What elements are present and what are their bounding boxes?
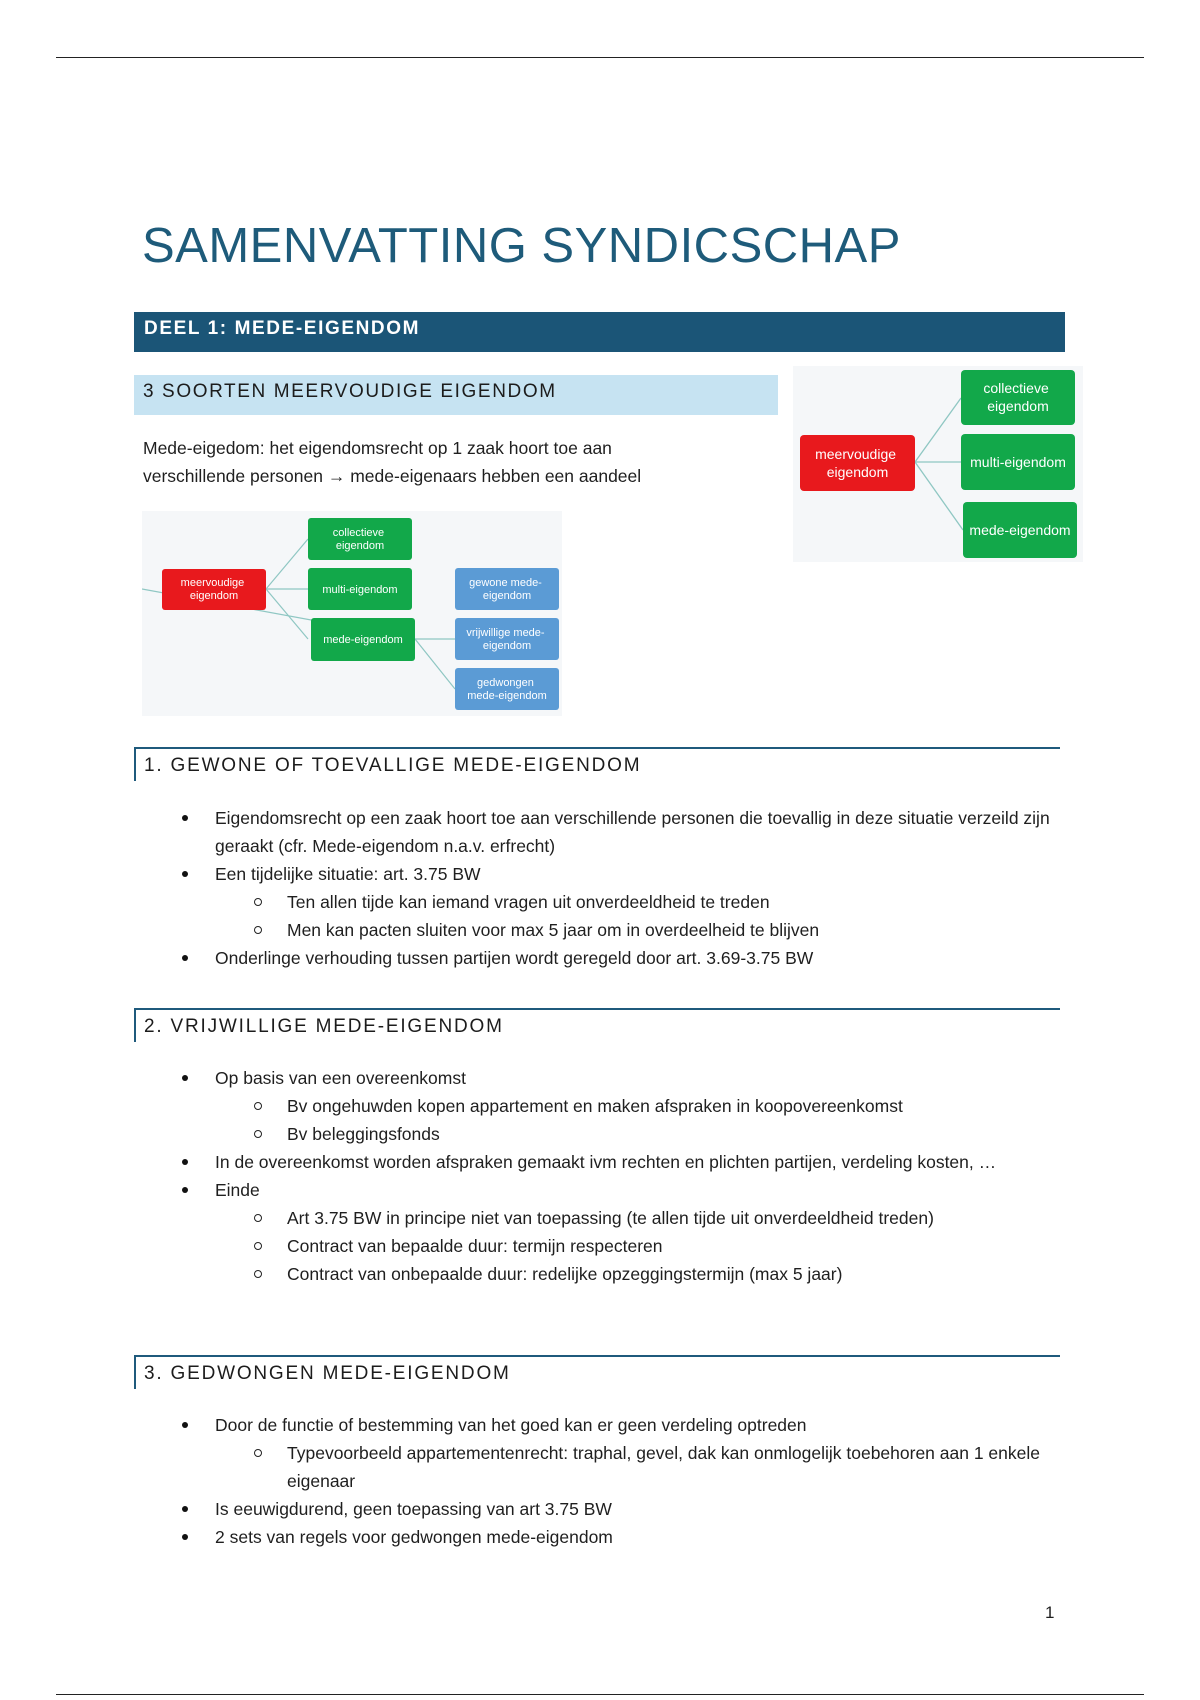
list-item bbox=[171, 1523, 1051, 1551]
diagram-node-text: meervoudige bbox=[180, 577, 245, 589]
sub-list bbox=[215, 1439, 1051, 1495]
list-item-text: Een tijdelijke situatie: art. 3.75 BW bbox=[215, 864, 481, 884]
diagram-node-text: eigendom bbox=[335, 540, 385, 552]
diagram-node-text: collectieve bbox=[332, 527, 385, 539]
svg-text:meervoudige eigendom bbox=[181, 577, 248, 602]
header-rule bbox=[56, 57, 1144, 58]
sub-list bbox=[215, 1092, 1051, 1148]
footer-rule bbox=[56, 1694, 1144, 1695]
list-item-text: Is eeuwigdurend, geen toepassing van art 3.75 BW bbox=[215, 1499, 612, 1519]
sub-list-item: Men kan pacten sluiten voor max 5 jaar om in overdeelheid te blijven bbox=[215, 916, 1051, 944]
diagram-node-text: meervoudige bbox=[815, 446, 897, 462]
diagram-node-gedwongen bbox=[455, 668, 559, 710]
diagram-node-collectieve bbox=[308, 518, 412, 560]
diagram-node-text: multi-eigendom bbox=[322, 584, 398, 596]
types-heading: 3 SOORTEN MEERVOUDIGE EIGENDOM bbox=[134, 375, 778, 415]
sub-list-item: Typevoorbeeld appartementenrecht: traphal, gevel, dak kan onmlogelijk toebehoren aan 1 enkele eigenaar bbox=[215, 1439, 1051, 1495]
list-item bbox=[171, 1064, 1051, 1148]
arrow-right-icon: → bbox=[327, 466, 346, 486]
list-item bbox=[171, 944, 1051, 972]
svg-text:gedwongen mede-eigendom bbox=[467, 677, 547, 702]
diagram-node-text: gewone mede- bbox=[469, 577, 542, 589]
diagram-node-text: mede-eigendom bbox=[467, 690, 547, 702]
bullet-list bbox=[171, 804, 1051, 972]
sub-list bbox=[215, 1204, 1051, 1288]
sub-list-item: Bv ongehuwden kopen appartement en maken afspraken in koopovereenkomst bbox=[215, 1092, 1051, 1120]
list-item bbox=[171, 860, 1051, 944]
section-heading: 2. VRIJWILLIGE MEDE-EIGENDOM bbox=[134, 1008, 1060, 1042]
sub-list bbox=[215, 888, 1051, 944]
svg-text:mede-eigendom bbox=[323, 634, 403, 646]
sub-list-item: Art 3.75 BW in principe niet van toepassing (te allen tijde uit onverdeeldheid treden) bbox=[215, 1204, 1051, 1232]
part-heading: DEEL 1: MEDE-EIGENDOM bbox=[134, 312, 1065, 352]
diagram-node-text: vrijwillige mede- bbox=[466, 627, 545, 639]
sub-list-item: Contract van bepaalde duur: termijn respecteren bbox=[215, 1232, 1051, 1260]
intro-line-1: Mede-eigedom: het eigendomsrecht op 1 zaak hoort toe aan bbox=[143, 438, 612, 458]
diagram-node-text: multi-eigendom bbox=[970, 454, 1066, 470]
list-item-text: 2 sets van regels voor gedwongen mede-eigendom bbox=[215, 1527, 613, 1547]
diagram-node-text: gedwongen bbox=[477, 677, 534, 689]
list-item-text: Eigendomsrecht op een zaak hoort toe aan verschillende personen die toevallig in deze situatie verzeild zijn geraakt (cfr. Mede-eigendom n.a.v. erfrecht) bbox=[215, 808, 1050, 856]
list-item-text: Einde bbox=[215, 1180, 260, 1200]
diagram-node-text: eigendom bbox=[189, 590, 239, 602]
svg-text:collectieve eigendom bbox=[333, 527, 387, 552]
diagram-node-text: eigendom bbox=[482, 640, 532, 652]
intro-paragraph bbox=[143, 434, 743, 490]
ownership-diagram-small bbox=[142, 511, 562, 716]
diagram-node-text: eigendom bbox=[826, 464, 889, 480]
list-item bbox=[171, 1411, 1051, 1495]
bullet-list bbox=[171, 1411, 1051, 1551]
page-number: 1 bbox=[1045, 1603, 1055, 1622]
list-item bbox=[171, 1495, 1051, 1523]
sub-list-item: Bv beleggingsfonds bbox=[215, 1120, 1051, 1148]
list-item bbox=[171, 804, 1051, 860]
list-item-text: Onderlinge verhouding tussen partijen wordt geregeld door art. 3.69-3.75 BW bbox=[215, 948, 814, 968]
bullet-list bbox=[171, 1064, 1051, 1288]
svg-text:multi-eigendom bbox=[322, 584, 397, 596]
list-item-text: In de overeenkomst worden afspraken gemaakt ivm rechten en plichten partijen, verdeling kosten, … bbox=[215, 1152, 997, 1172]
list-item-text: Op basis van een overeenkomst bbox=[215, 1068, 466, 1088]
diagram-node-text: mede-eigendom bbox=[323, 634, 403, 646]
section-heading: 3. GEDWONGEN MEDE-EIGENDOM bbox=[134, 1355, 1060, 1389]
diagram-node-gewone bbox=[455, 568, 559, 610]
intro-line-2-end: mede-eigenaars hebben een aandeel bbox=[350, 466, 642, 486]
intro-line-2-start: verschillende personen bbox=[143, 466, 323, 486]
diagram-node-root bbox=[800, 435, 915, 491]
list-item bbox=[171, 1148, 1051, 1176]
document-title: SAMENVATTING SYNDICSCHAP bbox=[142, 219, 901, 273]
section-heading: 1. GEWONE OF TOEVALLIGE MEDE-EIGENDOM bbox=[134, 747, 1060, 781]
list-item bbox=[171, 1176, 1051, 1288]
diagram-node-text: eigendom bbox=[987, 398, 1049, 414]
diagram-node-vrijwillige bbox=[455, 618, 559, 660]
diagram-node-text: mede-eigendom bbox=[969, 522, 1071, 538]
svg-text:multi-eigendom bbox=[970, 454, 1066, 470]
sub-list-item: Contract van onbepaalde duur: redelijke opzeggingstermijn (max 5 jaar) bbox=[215, 1260, 1051, 1288]
diagram-node-text: eigendom bbox=[482, 590, 532, 602]
list-item-text: Door de functie of bestemming van het goed kan er geen verdeling optreden bbox=[215, 1415, 807, 1435]
svg-text:mede-eigendom bbox=[969, 522, 1070, 538]
ownership-diagram-large bbox=[793, 366, 1083, 562]
sub-list-item: Ten allen tijde kan iemand vragen uit onverdeeldheid te treden bbox=[215, 888, 1051, 916]
diagram-node-text: collectieve bbox=[983, 380, 1049, 396]
